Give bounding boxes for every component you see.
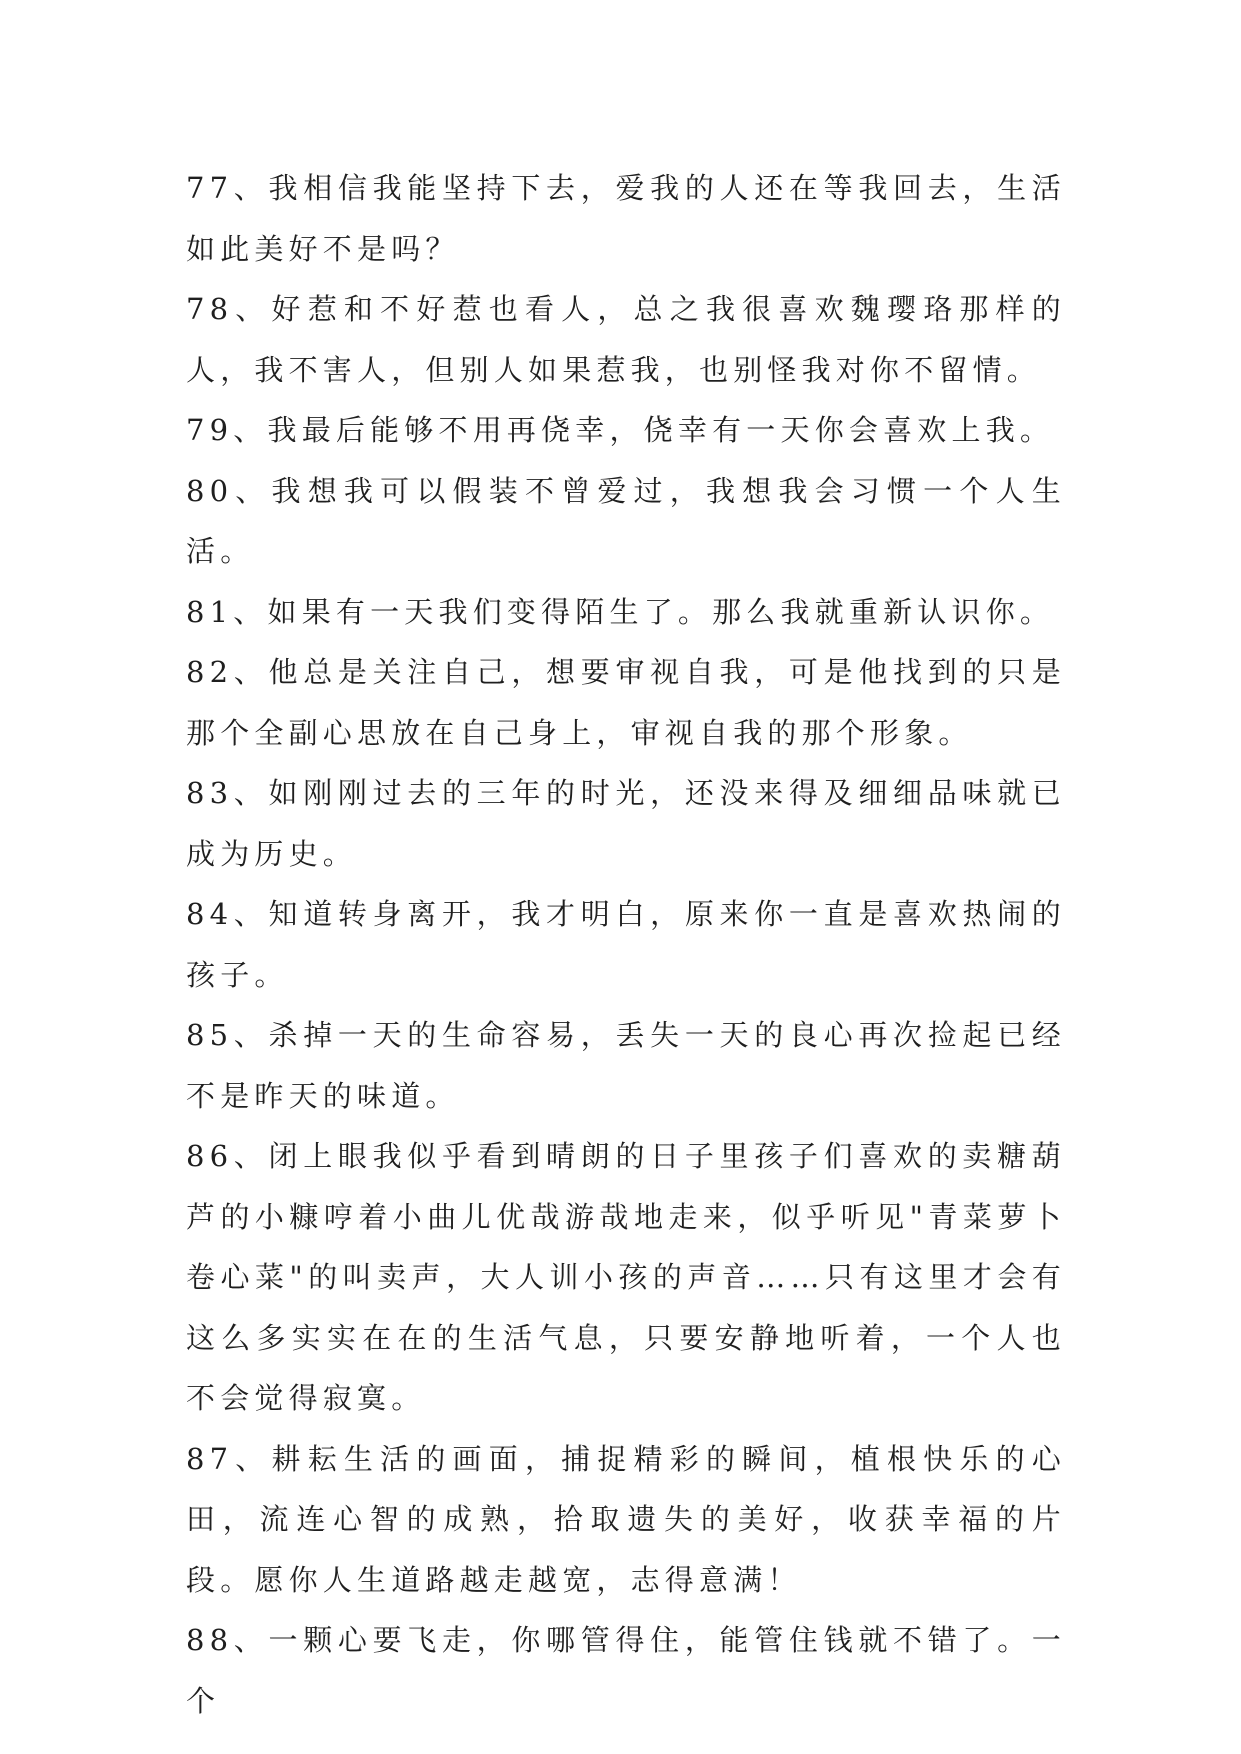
- paragraph-81: 81、如果有一天我们变得陌生了。那么我就重新认识你。: [186, 594, 1055, 629]
- document-body: [186, 158, 1066, 1731]
- paragraph-85: 85、杀掉一天的生命容易，丢失一天的良心再次捡起已经不是昨天的味道。: [186, 1018, 1066, 1113]
- paragraph-84: 84、知道转身离开，我才明白，原来你一直是喜欢热闹的孩子。: [186, 897, 1066, 992]
- paragraph-86: 86、闭上眼我似乎看到晴朗的日子里孩子们喜欢的卖糖葫芦的小糠哼着小曲儿优哉游哉地走来，似乎听见"青菜萝卜卷心菜"的叫卖声，大人训小孩的声音……只有这里才会有这么多实实在在的生活气息，只要安静地听着，一个人也不会觉得寂寞。: [186, 1139, 1066, 1415]
- paragraph-79: 79、我最后能够不用再侥幸，侥幸有一天你会喜欢上我。: [186, 413, 1055, 447]
- paragraph-83: 83、如刚刚过去的三年的时光，还没来得及细细品味就已成为历史。: [186, 776, 1066, 871]
- paragraph-77: 77、我相信我能坚持下去，爱我的人还在等我回去，生活如此美好不是吗？: [186, 171, 1066, 266]
- paragraph-82: 82、他总是关注自己，想要审视自我，可是他找到的只是那个全副心思放在自己身上，审视自我的那个形象。: [186, 655, 1066, 750]
- paragraph-88: 88、一颗心要飞走，你哪管得住，能管住钱就不错了。一个: [186, 1623, 1066, 1718]
- paragraph-78: 78、好惹和不好惹也看人，总之我很喜欢魏璎珞那样的人，我不害人，但别人如果惹我，也别怪我对你不留情。: [186, 292, 1066, 387]
- paragraph-80: 80、我想我可以假装不曾爱过，我想我会习惯一个人生活。: [186, 473, 1066, 568]
- paragraph-87: 87、耕耘生活的画面，捕捉精彩的瞬间，植根快乐的心田，流连心智的成熟，拾取遗失的美好，收获幸福的片段。愿你人生道路越走越宽，志得意满！: [186, 1441, 1066, 1597]
